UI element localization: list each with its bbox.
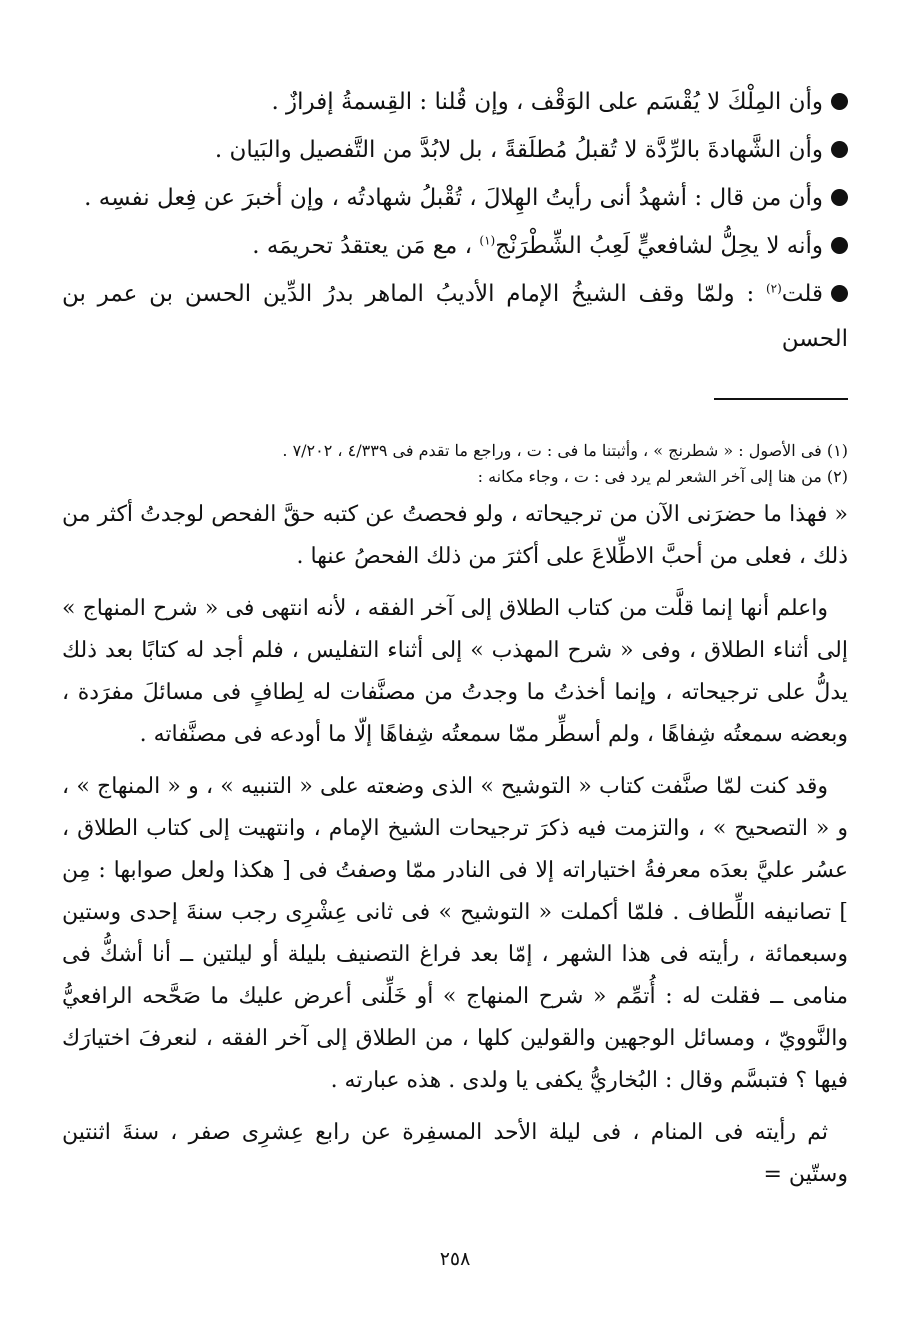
page-number: ٢٥٨ bbox=[439, 1248, 471, 1270]
bullet-text: وأن الشَّهادةَ بالرِّدَّة لا تُقبلُ مُطلَقةً ، بل لابُدَّ من التَّفصيل والبَيان . bbox=[214, 137, 823, 163]
footnote-separator bbox=[714, 398, 848, 400]
document-page bbox=[62, 80, 848, 1300]
bullet-dot-icon bbox=[831, 285, 848, 302]
bullet-dot-icon bbox=[831, 141, 848, 158]
quoted-text bbox=[62, 494, 848, 1196]
bullet-text-continued: : ولمّا وقف الشيخُ الإمام الأديبُ الماهر بدرُ الدِّين الحسن بن عمر بن الحسن bbox=[62, 281, 848, 352]
bullet-text-continued: ، مع مَن يعتقدُ تحريمَه . bbox=[252, 233, 480, 259]
bullet-text: وأن المِلْكَ لا يُقْسَم على الوَقْف ، وإن قُلنا : القِسمةُ إفرازٌ . bbox=[271, 89, 823, 115]
bullet-text: قلت bbox=[781, 281, 823, 307]
paragraph-2: واعلم أنها إنما قلَّت من كتاب الطلاق إلى آخر الفقه ، لأنه انتهى فى « شرح المنهاج » إلى أثناء الطلاق ، وفى « شرح المهذب » إلى أثناء التفليس ، فلم أجد له كتابًا بعد ذلك يدلُّ على ترجيحاته ، وإنما أخذتُ ما وجدتُ من مصنَّفات له لِطافٍ فى مسائلَ مفرَدة ، وبعضه سمعتُه شِفاهًا ، ولم أسطِّر ممّا سمعتُه شِفاهًا إلّا ما أودعه فى مصنَّفاته . bbox=[62, 596, 848, 747]
bullet-text: وأن من قال : أشهدُ أنى رأيتُ الهِلالَ ، تُقْبلُ شهادتُه ، وإن أخبرَ عن فِعل نفسِه . bbox=[84, 185, 823, 211]
bullet-item bbox=[62, 176, 848, 221]
paragraph-4: ثم رأيته فى المنام ، فى ليلة الأحد المسفِرة عن رابع عِشرِى صفر ، سنةَ اثنتين وستّين = bbox=[62, 1120, 848, 1187]
bullet-list bbox=[62, 80, 848, 362]
bullet-dot-icon bbox=[831, 189, 848, 206]
bullet-text: وأنه لا يحِلُّ لشافعيٍّ لَعِبُ الشِّطْرَنْج bbox=[495, 233, 823, 259]
footnotes bbox=[62, 438, 848, 490]
footnote-separator-wrap bbox=[62, 398, 848, 400]
footnote-2: (٢) من هنا إلى آخر الشعر لم يرد فى : ت ، وجاء مكانه : bbox=[477, 467, 848, 486]
footnote-marker: (٢) bbox=[765, 281, 782, 296]
bullet-dot-icon bbox=[831, 93, 848, 110]
bullet-item bbox=[62, 272, 848, 362]
footnote-marker: (١) bbox=[479, 233, 496, 248]
bullet-item bbox=[62, 224, 848, 269]
paragraph-1: « فهذا ما حضرَنى الآن من ترجيحاته ، ولو فحصتُ عن كتبه حقَّ الفحص لوجدتُ أكثر من ذلك ، فعلى من أحبَّ الاطِّلاعَ على أكثرَ من ذلك الفحصُ عنها . bbox=[62, 502, 848, 569]
bullet-item bbox=[62, 80, 848, 125]
paragraph-3: وقد كنت لمّا صنَّفت كتاب « التوشيح » الذى وضعته على « التنبيه » ، و « المنهاج » ، و « التصحيح » ، والتزمت فيه ذكرَ ترجيحات الشيخ الإمام ، وانتهيت إلى كتاب الطلاق ، عسُر عليَّ بعدَه معرفةُ اختياراته إلا فى النادر ممّا وصفتُ فى [ هكذا ولعل صوابها : مِن ] تصانيفه اللِّطاف . فلمّا أكملت « التوشيح » فى ثانى عِشْرِى رجب سنةَ إحدى وستين وسبعمائة ، رأيته فى هذا الشهر ، إمّا بعد فراغ التصنيف بليلة أو ليلتين ــ أنا أشكُّ فى منامى ــ فقلت له : أُتمِّم « شرح المنهاج » أو خَلِّنى أعرض عليك ما صَحَّحه الرافعيُّ والنَّوويّ ، ومسائل الوجهين والقولين كلها ، من الطلاق إلى آخر الفقه ، لنعرفَ اختيارَك فيها ؟ فتبسَّم وقال : البُخاريُّ يكفى يا ولدى . هذه عبارته . bbox=[62, 774, 848, 1093]
bullet-item bbox=[62, 128, 848, 173]
bullet-dot-icon bbox=[831, 237, 848, 254]
footnote-1: (١) فى الأصول : « شطرنج » ، وأثبتنا ما فى : ت ، وراجع ما تقدم فى ٤/٣٣٩ ، ٧/٢٠٢ . bbox=[282, 441, 848, 460]
